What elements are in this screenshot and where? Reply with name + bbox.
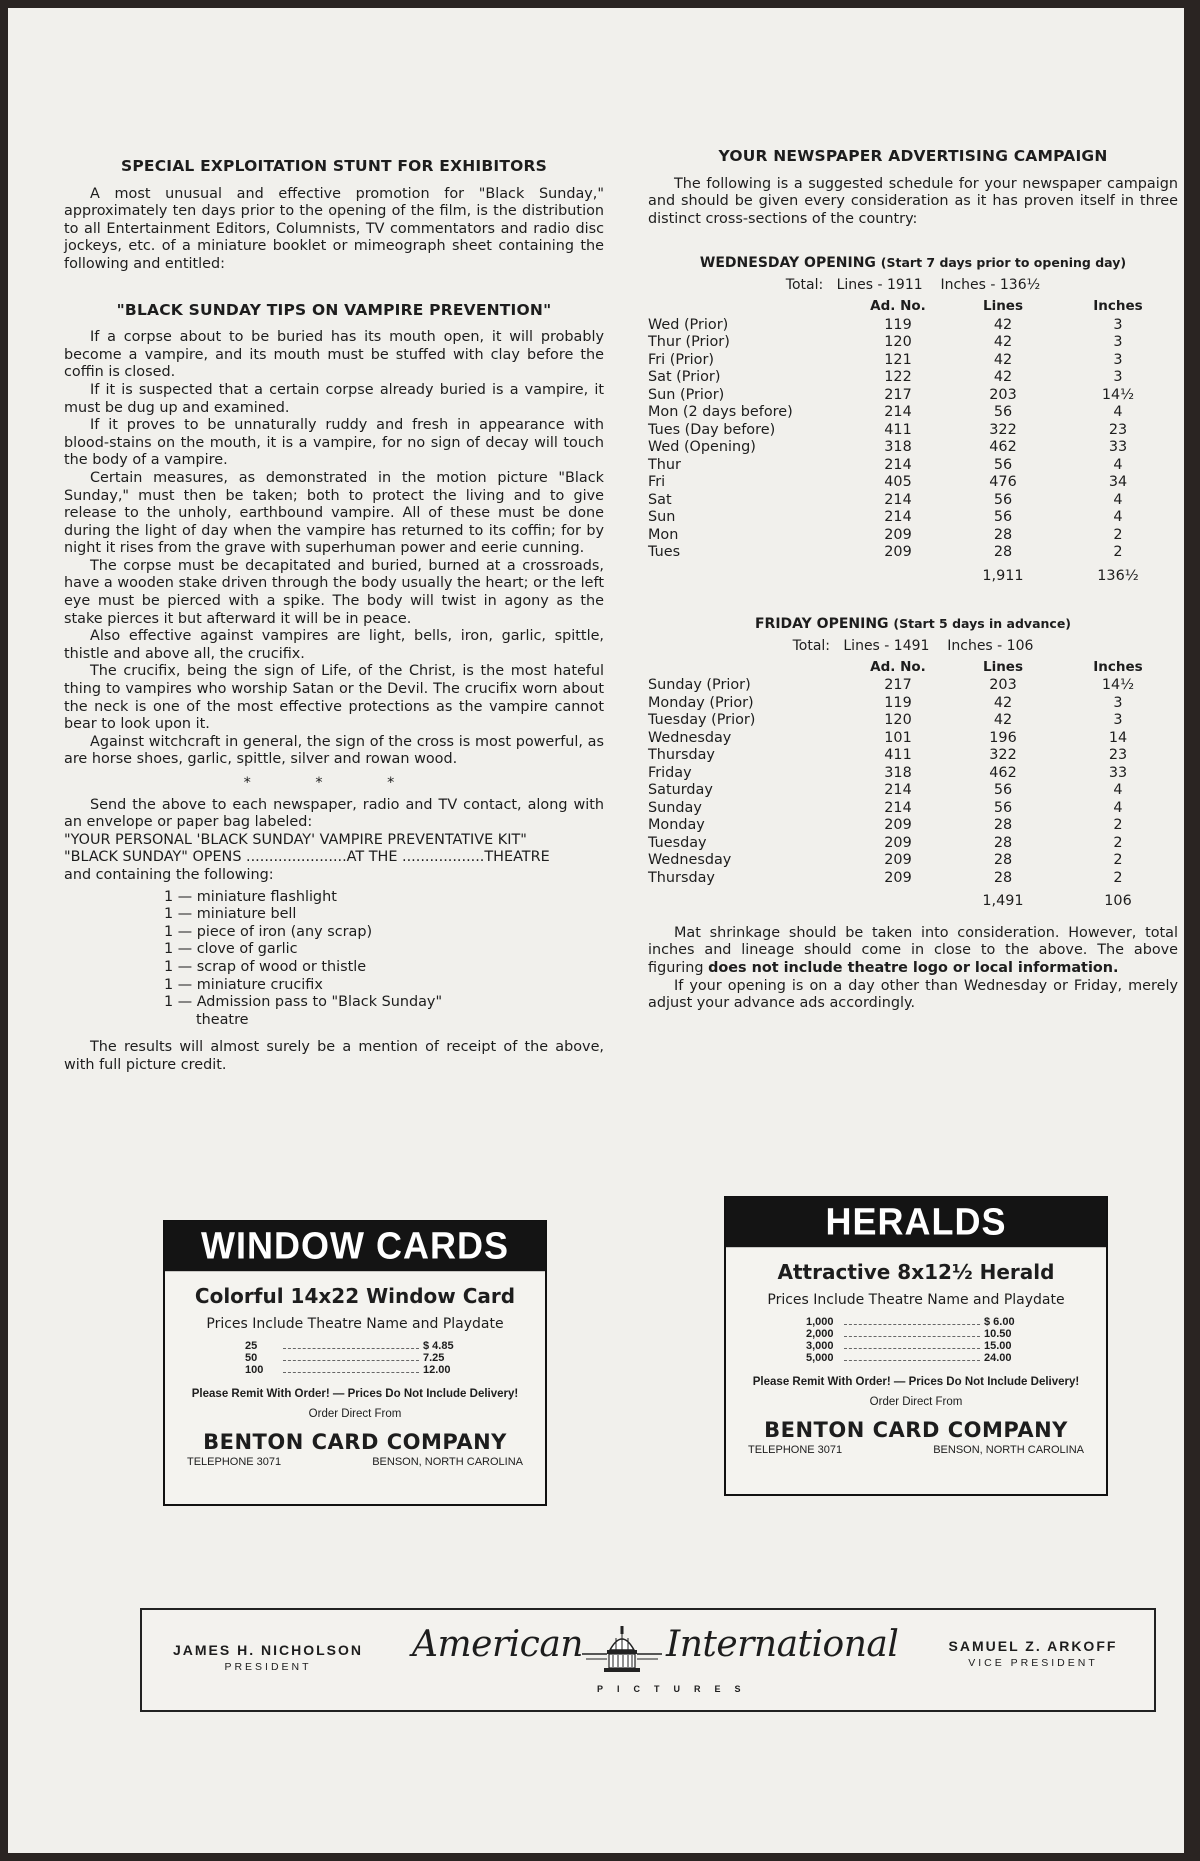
- schedule-day: Tues: [648, 544, 681, 561]
- inches-value: 2: [1113, 852, 1123, 869]
- schedule-day: Monday: [648, 817, 705, 834]
- price-row: [806, 1316, 1026, 1328]
- window-cards-banner: WINDOW CARDS: [165, 1221, 545, 1271]
- ad-number: 214: [884, 456, 912, 473]
- tip-paragraph: The crucifix, being the sign of Life, of the Christ, is the most hateful thing to vampires who worship Satan or the Devil. The crucifix worn about the neck is one of the most effective protections as the vampire cannot bear to look upon it.: [64, 663, 604, 733]
- lines-value: 42: [993, 369, 1013, 386]
- section-divider-stars: * * *: [243, 775, 425, 791]
- schedule-day: Saturday: [648, 782, 713, 799]
- lines-value: 322: [989, 421, 1017, 438]
- schedule-day: Fri: [648, 474, 666, 491]
- order-direct: Order Direct From: [308, 1408, 402, 1420]
- price-qty: 1,000: [806, 1316, 834, 1328]
- company-telephone: TELEPHONE 3071: [187, 1456, 282, 1468]
- ad-number: 119: [884, 694, 912, 711]
- company-name: BENTON CARD COMPANY: [203, 1430, 507, 1454]
- company-telephone: TELEPHONE 3071: [748, 1444, 843, 1456]
- inches-value: 3: [1113, 334, 1123, 351]
- schedule-day: Mon (2 days before): [648, 404, 793, 421]
- ad-number: 209: [884, 544, 912, 561]
- window-card-title: Colorful 14x22 Window Card: [194, 1284, 516, 1308]
- total-inches: Inches - 136½: [940, 276, 1041, 293]
- inches-value: 2: [1113, 869, 1123, 886]
- wednesday-total: [648, 277, 1178, 295]
- inches-value: 4: [1113, 456, 1123, 473]
- lines-value: 42: [993, 694, 1013, 711]
- lines-value: 42: [993, 712, 1013, 729]
- schedule-day: Fri (Prior): [648, 351, 715, 368]
- inches-value: 2: [1113, 834, 1123, 851]
- inches-value: 4: [1113, 491, 1123, 508]
- american-international-footer: [140, 1608, 1156, 1712]
- wednesday-schedule-table: [648, 297, 1178, 586]
- price-amount: $ 6.00: [984, 1316, 1015, 1328]
- tip-paragraph: Against witchcraft in general, the sign of the cross is most powerful, as are horse shoes, garlic, spittle, silver and rowan wood.: [64, 733, 604, 768]
- order-direct: Order Direct From: [869, 1396, 963, 1408]
- tip-paragraph: If a corpse about to be buried has its mouth open, it will probably become a vampire, and its mouth must be stuffed with clay before the coffin is closed.: [64, 329, 604, 381]
- advertising-intro: The following is a suggested schedule for your newspaper campaign and should be given every consideration as it has proven itself in three distinct cross-sections of the country:: [648, 175, 1178, 227]
- president-credit: [168, 1642, 368, 1673]
- price-amount: 15.00: [984, 1340, 1012, 1352]
- lines-value: 203: [989, 677, 1017, 694]
- lines-value: 42: [993, 334, 1013, 351]
- company-contact: [165, 1456, 545, 1468]
- friday-schedule-title: [648, 615, 1178, 634]
- sum-blank: [648, 887, 848, 911]
- heralds-banner: HERALDS: [726, 1197, 1106, 1247]
- schedule-day: Thursday: [648, 869, 715, 886]
- inches-value: 2: [1113, 817, 1123, 834]
- ad-number: 209: [884, 834, 912, 851]
- exploitation-column: [64, 158, 604, 1075]
- table-row: [648, 782, 1178, 800]
- president-name: JAMES H. NICHOLSON: [172, 1642, 363, 1658]
- schedule-day: Sunday: [648, 799, 702, 816]
- inches-value: 14: [1108, 729, 1128, 746]
- sum-lines: 1,491: [982, 893, 1024, 910]
- table-row: [648, 765, 1178, 783]
- schedule-day: Sun: [648, 509, 676, 526]
- lines-value: 203: [989, 386, 1017, 403]
- schedule-day: Sunday (Prior): [648, 677, 751, 694]
- price-row: [806, 1328, 1026, 1340]
- kit-items-list: [164, 889, 604, 1030]
- table-row: [648, 800, 1178, 818]
- price-amount: 12.00: [423, 1364, 451, 1376]
- ad-number: 209: [884, 526, 912, 543]
- sum-inches: 106: [1104, 893, 1132, 910]
- price-amount: 10.50: [984, 1328, 1012, 1340]
- ad-number: 209: [884, 817, 912, 834]
- wednesday-schedule-title: [648, 254, 1178, 273]
- column-header-inches: Inches: [1093, 658, 1143, 675]
- ad-number: 209: [884, 852, 912, 869]
- ad-number: 405: [884, 474, 912, 491]
- list-item: 1 — clove of garlic: [164, 941, 298, 958]
- schedule-day: Sat (Prior): [648, 369, 721, 386]
- column-header-day: [648, 297, 848, 317]
- list-item: 1 — scrap of wood or thistle: [164, 958, 367, 975]
- lines-value: 28: [993, 526, 1013, 543]
- lines-value: 56: [993, 491, 1013, 508]
- ad-number: 119: [884, 316, 912, 333]
- schedule-title-text: FRIDAY OPENING: [754, 616, 889, 633]
- price-amount: 7.25: [423, 1352, 445, 1364]
- ad-number: 120: [884, 712, 912, 729]
- ad-number: 214: [884, 404, 912, 421]
- sum-blank: [848, 887, 948, 911]
- column-header-day: [648, 657, 848, 677]
- price-row: [245, 1364, 465, 1376]
- schedule-day: Wednesday: [648, 852, 732, 869]
- inches-value: 3: [1113, 712, 1123, 729]
- tip-paragraph: Also effective against vampires are light, bells, iron, garlic, spittle, thistle and above all, the crucifix.: [64, 628, 604, 662]
- heralds-box: [724, 1196, 1108, 1496]
- schedule-subtitle: (Start 5 days in advance): [893, 616, 1072, 632]
- vice-president-title: VICE PRESIDENT: [968, 1657, 1098, 1669]
- price-row: [245, 1352, 465, 1364]
- schedule-day: Wed (Opening): [648, 439, 756, 456]
- total-lines: Lines - 1491: [843, 637, 930, 654]
- inches-value: 3: [1113, 694, 1123, 711]
- remit-notice: Please Remit With Order! — Prices Do Not Include Delivery!: [191, 1388, 519, 1400]
- lines-value: 56: [993, 404, 1013, 421]
- tip-paragraph: The corpse must be decapitated and buried, burned at a crossroads, have a wooden stake driven through the body usually the heart; or the left eye must be pierced with a spike. The body will twist in agony as the stake pierces it but afterward it will be in peace.: [64, 557, 604, 627]
- schedule-title-text: WEDNESDAY OPENING: [699, 255, 876, 272]
- herald-title: Attractive 8x12½ Herald: [777, 1260, 1055, 1284]
- mat-shrinkage-note: [648, 925, 1178, 978]
- table-row: [648, 404, 1178, 422]
- table-row: [648, 509, 1178, 527]
- window-cards-box: [163, 1220, 547, 1506]
- send-instructions: Send the above to each newspaper, radio and TV contact, along with an envelope or paper bag labeled:: [64, 796, 604, 831]
- lines-value: 476: [989, 474, 1017, 491]
- schedule-day: Monday (Prior): [648, 694, 754, 711]
- schedule-day: Tues (Day before): [648, 421, 776, 438]
- exploitation-title: SPECIAL EXPLOITATION STUNT FOR EXHIBITORS: [120, 157, 547, 175]
- advertising-column: [648, 148, 1178, 1013]
- lines-value: 56: [993, 509, 1013, 526]
- table-row: [648, 730, 1178, 748]
- lines-value: 28: [993, 817, 1013, 834]
- inches-value: 14½: [1101, 386, 1135, 403]
- table-row: [648, 439, 1178, 457]
- ad-number: 214: [884, 799, 912, 816]
- lines-value: 196: [989, 729, 1017, 746]
- table-row: [648, 712, 1178, 730]
- inches-value: 2: [1113, 526, 1123, 543]
- table-row: [648, 474, 1178, 492]
- inches-value: 3: [1113, 351, 1123, 368]
- logo-script-right: International: [666, 1624, 899, 1665]
- pressbook-page: [8, 8, 1184, 1853]
- tips-title: "BLACK SUNDAY TIPS ON VAMPIRE PREVENTION": [116, 300, 552, 319]
- total-label: Total:: [785, 276, 824, 293]
- company-location: BENSON, NORTH CAROLINA: [372, 1456, 523, 1468]
- schedule-day: Thursday: [648, 747, 715, 764]
- exploitation-intro: A most unusual and effective promotion for "Black Sunday," approximately ten days prior to the opening of the film, is the distribution to all Entertainment Editors, Columnists, TV commentators and radio disc jockeys, etc. of a miniature booklet or mimeograph sheet containing the following and entitled:: [64, 185, 604, 272]
- column-header-inches: Inches: [1093, 297, 1143, 314]
- tip-paragraph: Certain measures, as demonstrated in the motion picture "Black Sunday," must then be taken; both to protect the living and to give release to the unholy, earthbound vampire. All of these must be done during the light of day when the vampire has returned to its coffin; for by night it rises from the grave with superhuman power and eerie cunning.: [64, 469, 604, 557]
- inches-value: 2: [1113, 544, 1123, 561]
- price-row: [245, 1340, 465, 1352]
- total-label: Total:: [792, 637, 831, 654]
- table-row: [648, 870, 1178, 888]
- inches-value: 33: [1108, 439, 1128, 456]
- opening-day-note: If your opening is on a day other than Wednesday or Friday, merely adjust your advance ads accordingly.: [648, 977, 1178, 1012]
- price-qty: 3,000: [806, 1340, 834, 1352]
- company-location: BENSON, NORTH CAROLINA: [933, 1444, 1084, 1456]
- schedule-day: Wed (Prior): [648, 316, 729, 333]
- total-inches: Inches - 106: [947, 637, 1034, 654]
- list-item-text: 1 — Admission pass to "Black Sunday": [164, 994, 443, 1011]
- inches-value: 4: [1113, 799, 1123, 816]
- ad-number: 214: [884, 782, 912, 799]
- ad-number: 217: [884, 677, 912, 694]
- table-row: [648, 835, 1178, 853]
- schedule-day: Thur (Prior): [648, 334, 730, 351]
- lines-value: 322: [989, 747, 1017, 764]
- lines-value: 28: [993, 869, 1013, 886]
- schedule-day: Wednesday: [648, 729, 732, 746]
- price-qty: 100: [245, 1364, 264, 1376]
- lines-value: 28: [993, 834, 1013, 851]
- table-row: [648, 457, 1178, 475]
- table-row: [648, 747, 1178, 765]
- ad-number: 318: [884, 764, 912, 781]
- ad-number: 209: [884, 869, 912, 886]
- company-contact: [726, 1444, 1106, 1456]
- lines-value: 42: [993, 316, 1013, 333]
- column-header-ad-no: Ad. No.: [870, 658, 926, 675]
- table-row: [648, 317, 1178, 335]
- table-row: [648, 677, 1178, 695]
- list-item: 1 — miniature flashlight: [164, 888, 337, 905]
- lines-value: 28: [993, 544, 1013, 561]
- table-row: [648, 387, 1178, 405]
- list-item: 1 — piece of iron (any scrap): [164, 923, 373, 940]
- inches-value: 33: [1108, 764, 1128, 781]
- schedule-day: Sun (Prior): [648, 386, 725, 403]
- list-item-continuation: theatre: [196, 1011, 249, 1028]
- schedule-day: Thur: [648, 456, 681, 473]
- inches-value: 4: [1113, 782, 1123, 799]
- lines-value: 56: [993, 456, 1013, 473]
- table-row: [648, 544, 1178, 562]
- inches-value: 3: [1113, 369, 1123, 386]
- price-amount: 24.00: [984, 1352, 1012, 1364]
- table-row: [648, 852, 1178, 870]
- schedule-day: Tuesday: [648, 834, 707, 851]
- table-row: [648, 817, 1178, 835]
- remit-notice: Please Remit With Order! — Prices Do Not Include Delivery!: [752, 1376, 1080, 1388]
- ad-number: 101: [884, 729, 912, 746]
- column-header-lines: Lines: [982, 297, 1024, 314]
- schedule-day: Tuesday (Prior): [648, 712, 756, 729]
- ad-number: 122: [884, 369, 912, 386]
- friday-schedule-table: [648, 657, 1178, 911]
- list-item: 1 — miniature crucifix: [164, 976, 323, 993]
- table-sum-row: [648, 562, 1178, 586]
- price-qty: 5,000: [806, 1352, 834, 1364]
- window-card-price-list: [245, 1340, 465, 1376]
- american-international-logo: [412, 1624, 899, 1702]
- kit-label-line-1: "YOUR PERSONAL 'BLACK SUNDAY' VAMPIRE PREVENTATIVE KIT": [64, 831, 527, 848]
- ad-number: 214: [884, 491, 912, 508]
- table-row: [648, 422, 1178, 440]
- total-lines: Lines - 1911: [836, 276, 923, 293]
- president-title: PRESIDENT: [224, 1661, 312, 1673]
- advertising-title: YOUR NEWSPAPER ADVERTISING CAMPAIGN: [718, 147, 1108, 165]
- inches-value: 4: [1113, 404, 1123, 421]
- herald-price-list: [806, 1316, 1026, 1364]
- lines-value: 42: [993, 351, 1013, 368]
- inches-value: 23: [1108, 421, 1128, 438]
- kit-containing: and containing the following:: [64, 866, 274, 883]
- sum-blank: [848, 562, 948, 586]
- kit-label-line-2: "BLACK SUNDAY" OPENS ......................AT THE ..................THEATRE: [64, 849, 550, 866]
- lines-value: 56: [993, 799, 1013, 816]
- inches-value: 14½: [1101, 677, 1135, 694]
- table-row: [648, 695, 1178, 713]
- price-qty: 50: [245, 1352, 258, 1364]
- ad-number: 121: [884, 351, 912, 368]
- price-qty: 2,000: [806, 1328, 834, 1340]
- vice-president-name: SAMUEL Z. ARKOFF: [948, 1638, 1118, 1654]
- list-item: [164, 994, 604, 1029]
- prices-note: Prices Include Theatre Name and Playdate: [767, 1292, 1065, 1308]
- ad-number: 217: [884, 386, 912, 403]
- list-item: 1 — miniature bell: [164, 906, 297, 923]
- table-row: [648, 527, 1178, 545]
- mat-text: Mat shrinkage should be taken into consideration. However, total inches and lineage should come in close to the above. The above figuring: [648, 924, 1178, 976]
- price-qty: 25: [245, 1340, 258, 1352]
- inches-value: 23: [1108, 747, 1128, 764]
- sum-inches: 136½: [1097, 567, 1139, 584]
- results-text: The results will almost surely be a mention of receipt of the above, with full picture credit.: [64, 1039, 604, 1073]
- table-sum-row: [648, 887, 1178, 911]
- price-row: [806, 1340, 1026, 1352]
- schedule-subtitle: (Start 7 days prior to opening day): [880, 255, 1127, 271]
- vice-president-credit: [928, 1638, 1138, 1669]
- friday-total: [648, 638, 1178, 656]
- table-row: [648, 369, 1178, 387]
- ad-number: 120: [884, 334, 912, 351]
- price-row: [806, 1352, 1026, 1364]
- ad-number: 318: [884, 439, 912, 456]
- inches-value: 4: [1113, 509, 1123, 526]
- inches-value: 34: [1108, 474, 1128, 491]
- lines-value: 462: [989, 439, 1017, 456]
- schedule-day: Friday: [648, 764, 692, 781]
- table-row: [648, 492, 1178, 510]
- logo-pictures-text: PICTURES: [597, 1684, 755, 1694]
- inches-value: 3: [1113, 316, 1123, 333]
- sum-blank: [648, 562, 848, 586]
- ad-number: 411: [884, 747, 912, 764]
- prices-note: Prices Include Theatre Name and Playdate: [206, 1316, 504, 1332]
- ad-number: 411: [884, 421, 912, 438]
- schedule-day: Sat: [648, 491, 672, 508]
- price-amount: $ 4.85: [423, 1340, 454, 1352]
- company-name: BENTON CARD COMPANY: [764, 1418, 1068, 1442]
- table-row: [648, 352, 1178, 370]
- capitol-dome-icon: [582, 1624, 662, 1684]
- lines-value: 462: [989, 764, 1017, 781]
- column-header-lines: Lines: [982, 658, 1024, 675]
- lines-value: 28: [993, 852, 1013, 869]
- logo-script-left: American: [412, 1624, 583, 1665]
- sum-lines: 1,911: [982, 567, 1024, 584]
- column-header-ad-no: Ad. No.: [870, 297, 926, 314]
- mat-text-bold: does not include theatre logo or local information.: [708, 959, 1119, 976]
- tip-paragraph: If it proves to be unnaturally ruddy and fresh in appearance with blood-stains on the mouth, it is a vampire, for no sign of decay will touch the body of a vampire.: [64, 417, 604, 469]
- schedule-day: Mon: [648, 526, 679, 543]
- ad-number: 214: [884, 509, 912, 526]
- tip-paragraph: If it is suspected that a certain corpse already buried is a vampire, it must be dug up and examined.: [64, 381, 604, 416]
- lines-value: 56: [993, 782, 1013, 799]
- table-row: [648, 334, 1178, 352]
